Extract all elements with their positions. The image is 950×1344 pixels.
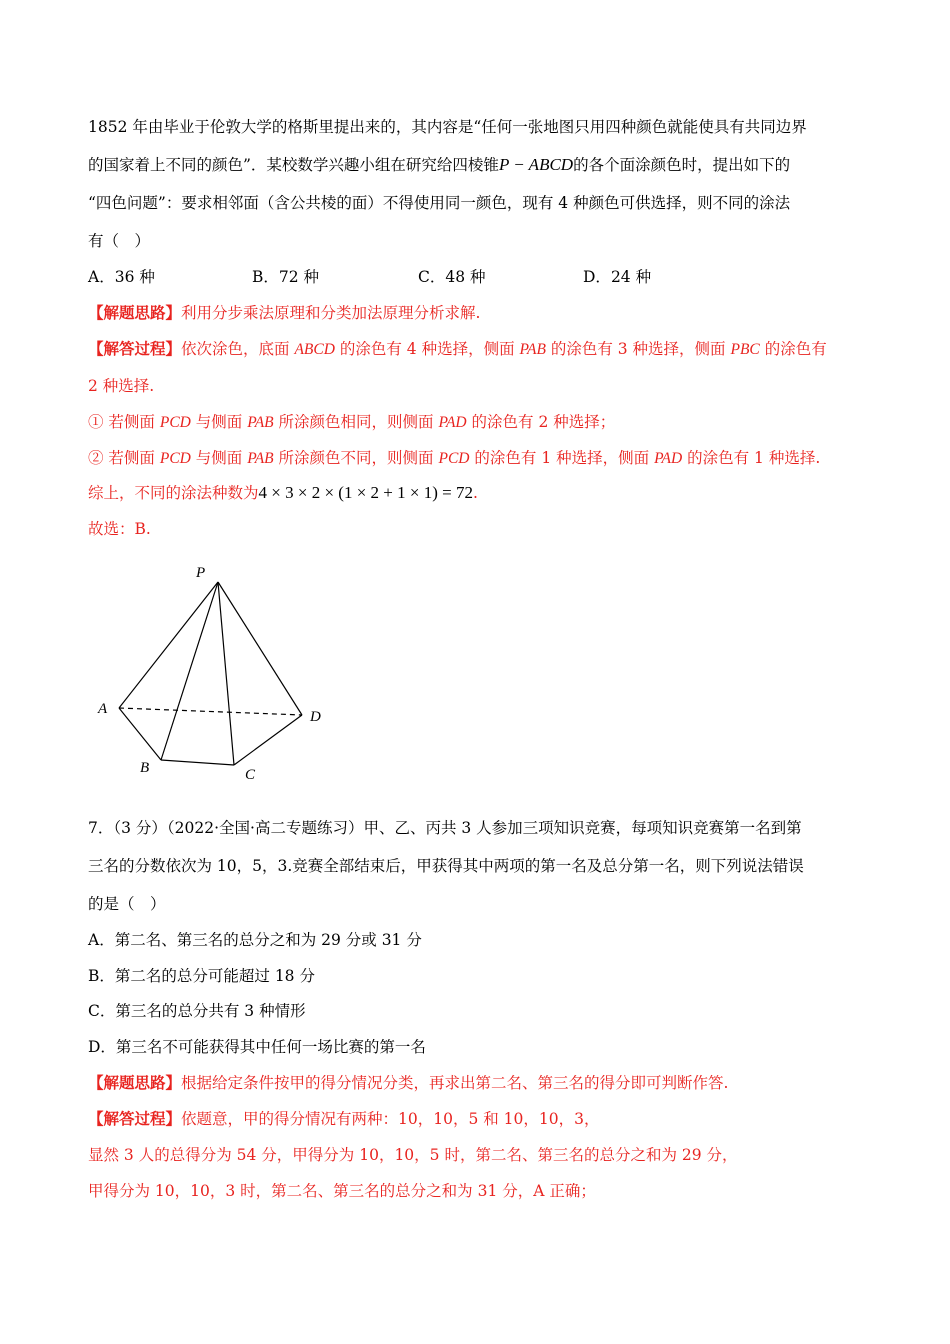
q7-option-a[interactable]: A．第二名、第三名的总分之和为 29 分或 31 分 (88, 931, 422, 949)
option-text: 72 种 (278, 268, 320, 286)
face-name: PAD (654, 450, 683, 467)
edge-cd (234, 715, 302, 765)
edge-ab (119, 708, 161, 760)
q6-answer: 故选：B. (88, 520, 151, 538)
edge-bc (161, 760, 234, 765)
option-letter: B． (252, 268, 279, 286)
text: 所涂颜色不同，则侧面 (273, 449, 439, 467)
edge-pc (218, 582, 234, 765)
text: 的涂色有 1 种选择. (682, 449, 821, 467)
text: 依题意，甲的得分情况有两种：10，10，5 和 10，10，3， (181, 1110, 600, 1128)
edge-pa (119, 582, 218, 708)
option-letter: D． (583, 268, 611, 286)
option-text: 24 种 (610, 268, 652, 286)
text: 的涂色有 3 种选择，侧面 (545, 340, 731, 358)
option-text: 48 种 (445, 268, 486, 286)
text: 与侧面 (190, 413, 248, 431)
text: . (472, 484, 478, 502)
face-name: PBC (730, 341, 760, 358)
solution-idea-tag: 【解题思路】 (88, 303, 182, 322)
solution-idea-tag: 【解题思路】 (88, 1073, 182, 1092)
q7-option-c[interactable]: C．第三名的总分共有 3 种情形 (88, 1002, 306, 1020)
text: ① 若侧面 (88, 413, 160, 431)
q7-stem-line-2: 三名的分数依次为 10，5，3.竞赛全部结束后，甲获得其中两项的第一名及总分第一名，则下列说法错误 (88, 857, 804, 875)
q7-solution-idea (88, 1072, 728, 1094)
option-letter: A． (88, 268, 115, 286)
q7-solution-process-1 (88, 1108, 600, 1130)
solution-idea-text: 利用分步乘法原理和分类加法原理分析求解. (181, 304, 481, 322)
q6-option-a[interactable] (88, 266, 155, 288)
vertex-label-a: A (98, 701, 108, 717)
edge-ad-hidden (119, 708, 302, 715)
q6-stem-text: 的各个面涂颜色时，提出如下的 (573, 156, 791, 174)
q6-solution-process-2: 2 种选择. (88, 377, 155, 395)
q7-option-d[interactable]: D．第三名不可能获得其中任何一场比赛的第一名 (88, 1038, 426, 1056)
text: 依次涂色，底面 (181, 340, 295, 358)
text: 与侧面 (190, 449, 248, 467)
q7-option-b[interactable]: B．第二名的总分可能超过 18 分 (88, 967, 315, 985)
q6-option-c[interactable] (418, 266, 486, 288)
text: 的涂色有 2 种选择； (466, 413, 616, 431)
text: 的涂色有 (759, 340, 827, 358)
q6-solution-summary (88, 482, 478, 504)
face-name: PCD (159, 414, 191, 431)
q6-solution-case-2 (88, 447, 820, 470)
text: 综上，不同的涂法种数为 (88, 484, 259, 502)
face-name: ABCD (294, 341, 335, 358)
q6-solution-process-1 (88, 338, 827, 361)
q6-solution-case-1 (88, 411, 615, 434)
q7-stem-line-3: 的是（ ） (88, 895, 166, 913)
edge-pd (218, 582, 302, 715)
vertex-label-d: D (310, 709, 321, 725)
text: 的涂色有 4 种选择，侧面 (334, 340, 520, 358)
face-name: PCD (159, 450, 191, 467)
formula: 4 × 3 × 2 × (1 × 2 + 1 × 1) = 72 (258, 483, 473, 502)
solution-process-tag: 【解答过程】 (88, 339, 182, 358)
pyramid-name-math: P − ABCD (498, 155, 574, 174)
q6-stem-line-4: 有（ ） (88, 232, 151, 250)
q7-solution-process-2: 显然 3 人的总得分为 54 分，甲得分为 10，10，5 时，第二名、第三名的总分之和为 29 分， (88, 1146, 738, 1164)
solution-idea-text: 根据给定条件按甲的得分情况分类，再求出第二名、第三名的得分即可判断作答. (181, 1074, 729, 1092)
q6-option-d[interactable] (583, 266, 651, 288)
text: 所涂颜色相同，则侧面 (273, 413, 439, 431)
solution-process-tag: 【解答过程】 (88, 1109, 182, 1128)
vertex-label-p: P (196, 565, 206, 581)
q6-option-b[interactable] (252, 266, 319, 288)
vertex-label-b: B (140, 760, 150, 776)
q7-solution-process-3: 甲得分为 10，10，3 时，第二名、第三名的总分之和为 31 分，A 正确； (88, 1182, 596, 1200)
q6-stem-line-2 (88, 154, 790, 176)
text: ② 若侧面 (88, 449, 160, 467)
option-letter: C． (418, 268, 446, 286)
vertex-label-c: C (245, 767, 256, 783)
face-name: PAD (438, 414, 467, 431)
q7-stem-line-1: 7．（3 分）（2022·全国·高二专题练习）甲、乙、丙共 3 人参加三项知识竞赛，每项知识竞赛第一名到第 (88, 819, 802, 837)
q6-stem-line-1: 1852 年由毕业于伦敦大学的格斯里提出来的，其内容是“任何一张地图只用四种颜色就能使具有共同边界 (88, 118, 807, 136)
face-name: PAB (247, 414, 274, 431)
pyramid-figure (88, 560, 348, 785)
q6-solution-idea (88, 302, 480, 324)
edge-pb (161, 582, 218, 760)
option-text: 36 种 (114, 268, 155, 286)
q6-stem-text: 的国家着上不同的颜色”．某校数学兴趣小组在研究给四棱锥 (88, 156, 499, 174)
face-name: PCD (438, 450, 470, 467)
face-name: PAB (247, 450, 274, 467)
q6-stem-line-3: “四色问题”：要求相邻面（含公共棱的面）不得使用同一颜色，现有 4 种颜色可供选择，则不同的涂法 (88, 194, 791, 212)
face-name: PAB (519, 341, 546, 358)
text: 的涂色有 1 种选择，侧面 (469, 449, 655, 467)
